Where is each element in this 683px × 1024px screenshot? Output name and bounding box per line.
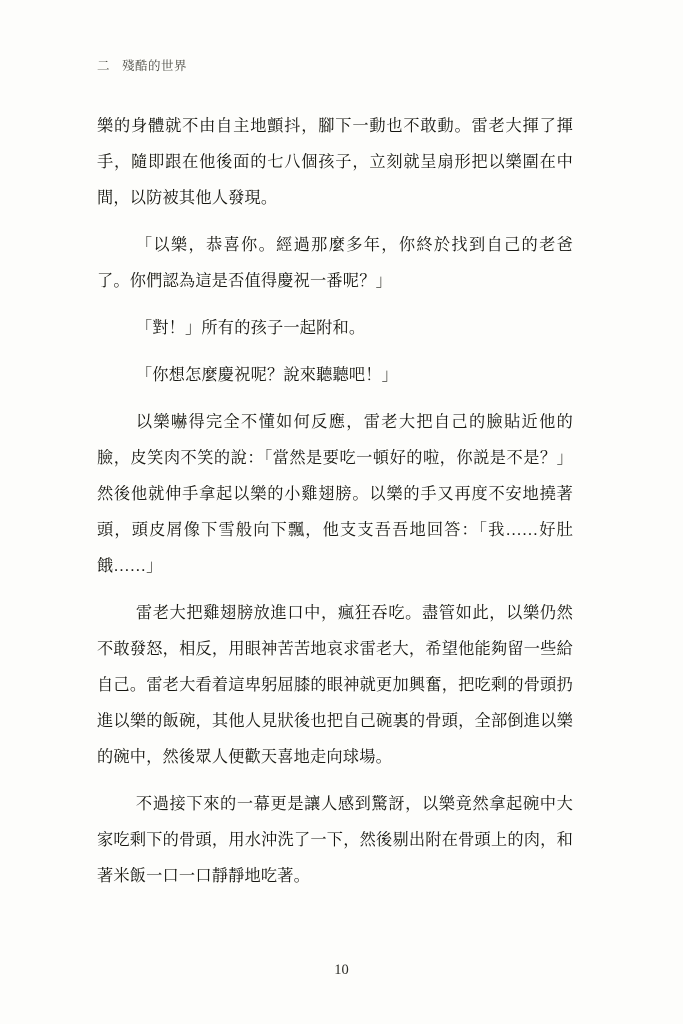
paragraph-1: 樂的身體就不由自主地顫抖，腳下一動也不敢動。雷老大揮了揮手，隨即跟在他後面的七八個孩子，立刻就呈扇形把以樂圍在中間，以防被其他人發現。 [97, 117, 573, 207]
paragraph-2: 「以樂，恭喜你。經過那麼多年，你終於找到自己的老爸了。你們認為這是否值得慶祝一番呢？」 [97, 236, 573, 290]
paragraph-4: 「你想怎麼慶祝呢？說來聽聽吧！」 [135, 366, 399, 384]
body-text-column [97, 108, 573, 905]
running-head [97, 56, 187, 74]
running-head-chapter-number: 二 [97, 59, 111, 73]
running-head-chapter-title: 殘酷的世界 [122, 59, 188, 73]
paragraph-6: 雷老大把雞翅膀放進口中，瘋狂吞吃。盡管如此，以樂仍然不敢發怒，相反，用眼神苦苦地哀求雷老大，希望他能夠留一些給自己。雷老大看着這卑躬屈膝的眼神就更加興奮，把吃剩的骨頭扔進以樂的飯碗，其他人見狀後也把自己碗裏的骨頭，全部倒進以樂的碗中，然後眾人便歡天喜地走向球場。 [97, 604, 573, 766]
paragraph-7: 不過接下來的一幕更是讓人感到驚訝，以樂竟然拿起碗中大家吃剩下的骨頭，用水沖洗了一下，然後剔出附在骨頭上的肉，和著米飯一口一口靜靜地吃著。 [97, 795, 573, 885]
paragraph-5: 以樂嚇得完全不懂如何反應，雷老大把自己的臉貼近他的臉，皮笑肉不笑的說：「當然是要吃一頓好的啦，你説是不是？」然後他就伸手拿起以樂的小雞翅膀。以樂的手又再度不安地撓著頭，頭皮屑像下雪般向下飄，他支支吾吾地回答：「我……好肚餓……」 [97, 413, 573, 575]
paragraph-3: 「對！」所有的孩子一起附和。 [135, 319, 366, 337]
page-number: 10 [334, 962, 349, 978]
